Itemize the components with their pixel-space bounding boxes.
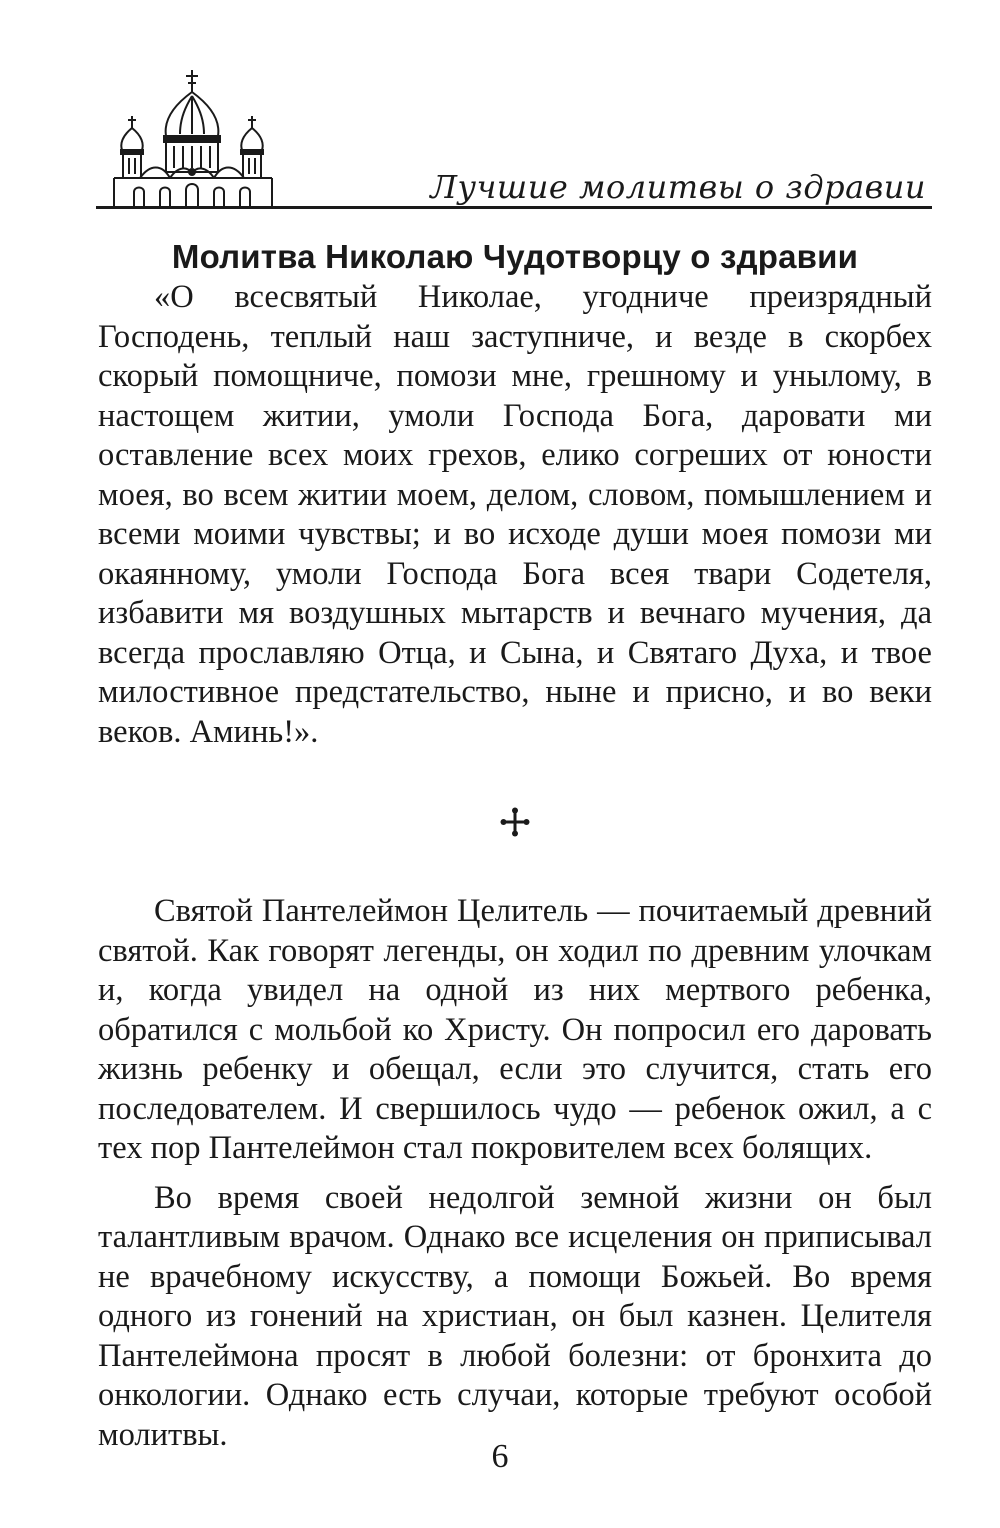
page-content (98, 232, 932, 1455)
page-number: 6 (491, 1438, 509, 1475)
prayer-text: «О всесвятый Николае, угодниче преизрядный Господень, теплый наш заступниче, и везде в скорбех скорый помощниче, помози мне, грешному и унылому, в настощем житии, умоли Господа Бога, даровати ми оставление всех моих грехов, елико согреших от юности моея, во всем житии моем, делом, словом, помышлением и всеми моими чувствы; и во исходе души моея помози ми окаянному, умоли Господа Бога всея твари Содетеля, избавити мя воздушных мытарств и вечнаго мучения, да всегда прославляю Отца, и Сына, и Святаго Духа, и твое милостивное предстательство, ныне и присно, и во веки веков. Аминь!». (98, 279, 932, 750)
section-divider (98, 752, 932, 892)
body-paragraph: Святой Пантелеймон Целитель — почитаемый древний святой. Как говорят легенды, он ходил по древним улочкам и, когда увидел на одной из них мертвого ребенка, обратился с мольбой ко Христу. Он попросил его даровать жизнь ребенку и обещал, если это случится, стать его последователем. И свершилось чудо — ребенок ожил, а с тех пор Пантелеймон стал покровителем всех болящих. (98, 893, 932, 1166)
running-title: Лучшие молитвы о здравии (430, 168, 926, 206)
header-rule (96, 206, 932, 209)
body-paragraph: Во время своей недолгой земной жизни он был талантливым врачом. Однако все исцеления он приписывал не врачебному искусству, а помощи Божьей. Во время одного из гонений на христиан, он был казнен. Целителя Пантелеймона просят в любой болезни: от бронхита до онкологии. Однако есть случаи, которые требуют особой молитвы. (98, 1179, 932, 1453)
prayer-title: Молитва Николаю Чудотворцу о здравии (171, 238, 859, 275)
page-header (96, 60, 932, 212)
church-domes-icon (100, 68, 280, 210)
cross-ornament-icon (500, 807, 530, 837)
